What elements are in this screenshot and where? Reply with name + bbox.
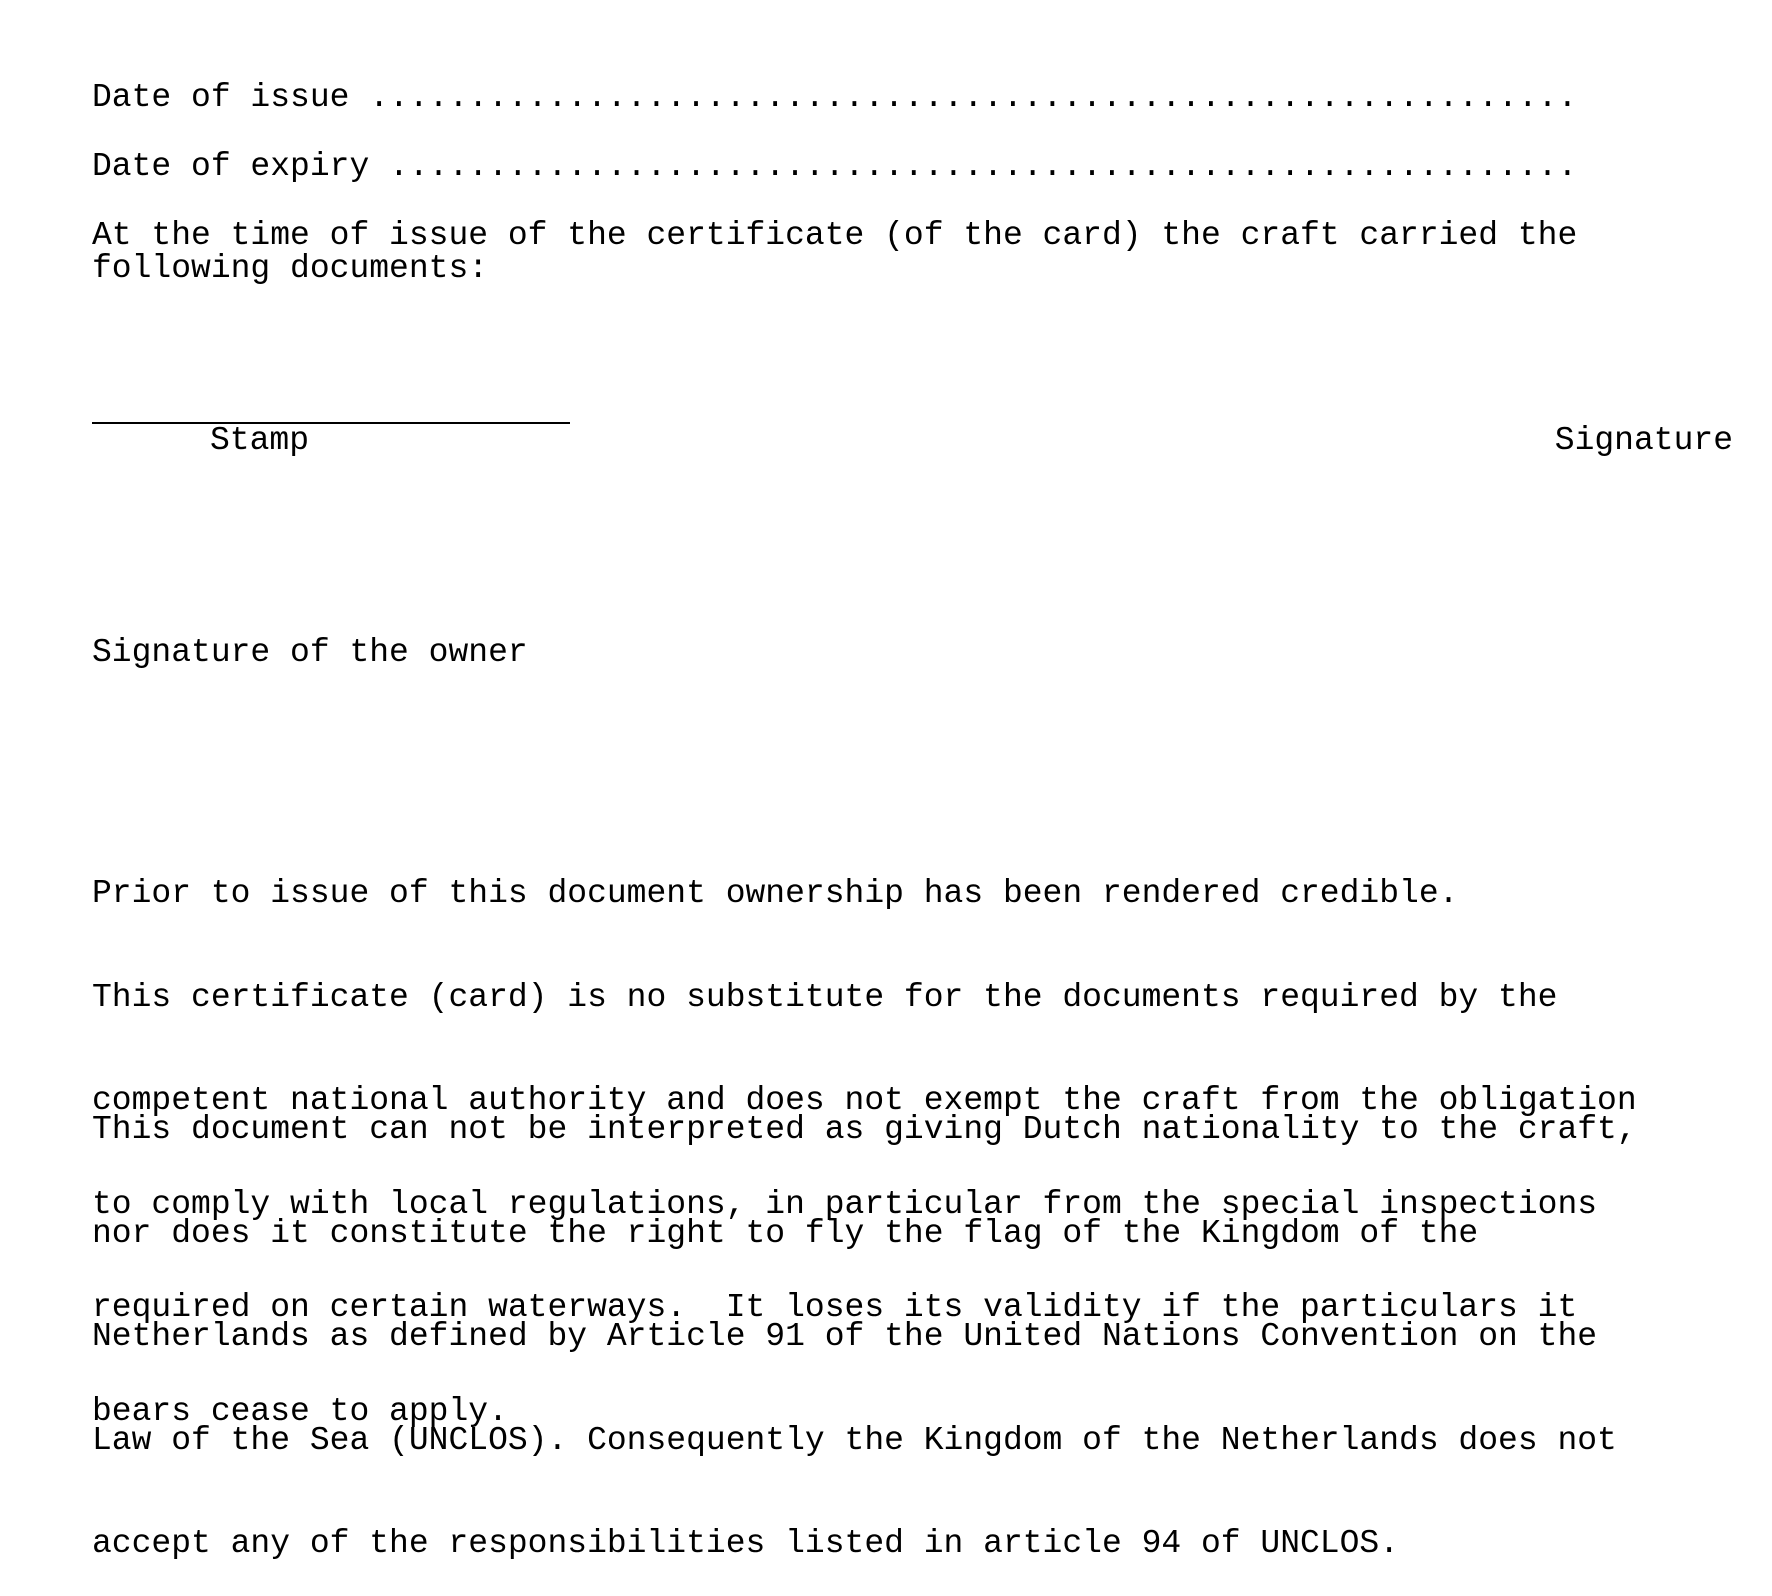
signature-label: Signature xyxy=(1554,422,1733,459)
nationality-paragraph xyxy=(92,1044,1752,1596)
paragraph-1-line-1: Prior to issue of this document ownership has been rendered credible. xyxy=(92,875,1459,912)
paragraph-1-line-6: bears cease to apply. xyxy=(92,1392,508,1430)
date-of-expiry-field: Date of expiry ............................................................ xyxy=(92,148,1578,185)
paragraph-1-line-3: competent national authority and does not exempt the craft from the obligation xyxy=(92,1082,1637,1119)
paragraph-1-line-2: This certificate (card) is no substitute for the documents required by the xyxy=(92,978,1558,1016)
date-of-issue-field: Date of issue ............................................................. xyxy=(92,79,1578,116)
paragraph-2-line-4: Law of the Sea (UNCLOS). Consequently the Kingdom of the Netherlands does not xyxy=(92,1421,1617,1459)
stamp-signature-rule xyxy=(92,422,570,424)
paragraph-1-line-5: required on certain waterways. It loses its validity if the particulars it xyxy=(92,1289,1578,1326)
owner-signature-label: Signature of the owner xyxy=(92,634,528,671)
documents-statement-line-1: At the time of issue of the certificate (of the card) the craft carried the xyxy=(92,217,1578,254)
paragraph-1-line-4: to comply with local regulations, in particular from the special inspections xyxy=(92,1185,1598,1223)
paragraph-2-line-2: nor does it constitute the right to fly the flag of the Kingdom of the xyxy=(92,1214,1479,1252)
paragraph-2-line-1: This document can not be interpreted as giving Dutch nationality to the craft, xyxy=(92,1111,1637,1148)
paragraph-2-line-3: Netherlands as defined by Article 91 of the United Nations Convention on the xyxy=(92,1318,1598,1355)
paragraph-2-line-5: accept any of the responsibilities listed in article 94 of UNCLOS. xyxy=(92,1525,1400,1562)
stamp-label: Stamp xyxy=(210,422,310,459)
documents-statement-line-2: following documents: xyxy=(92,250,489,287)
